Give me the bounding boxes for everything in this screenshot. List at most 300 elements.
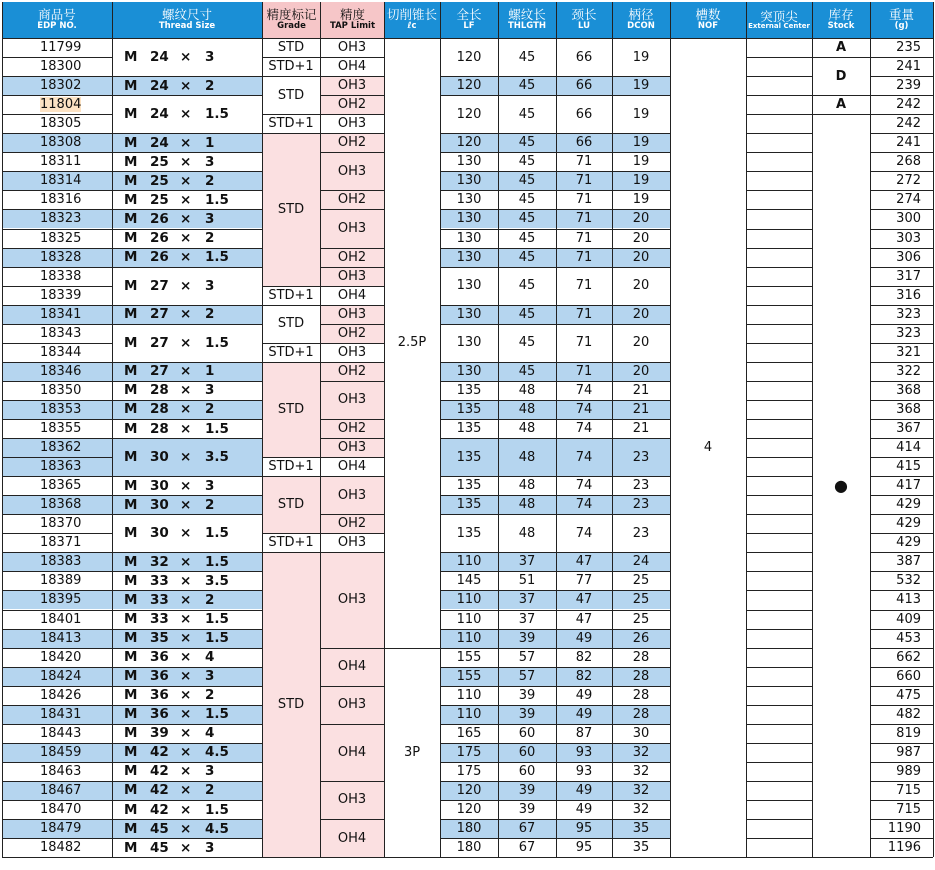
grade-cell: [262, 343, 320, 362]
dcon-cell: [612, 629, 670, 648]
edp-number: 18395: [40, 592, 82, 608]
stock-value: D: [835, 68, 847, 84]
thl-cell: [498, 209, 556, 228]
edp-cell: [2, 629, 112, 648]
grade-value: STD: [277, 87, 305, 103]
header-lu-label: 颈长: [571, 7, 597, 23]
header-weight-label: 重量: [888, 7, 914, 23]
thl-value: 45: [518, 249, 536, 265]
thread-prefix: M: [124, 334, 138, 351]
edp-cell: [2, 267, 112, 286]
weight-value: 413: [896, 592, 921, 608]
header-nof-sublabel: NOF: [697, 21, 719, 32]
lf-cell: [440, 190, 498, 209]
lf-cell: [440, 248, 498, 267]
lu-cell: [556, 648, 612, 667]
thread-prefix: M: [124, 277, 138, 294]
header-tap: [320, 2, 384, 38]
thread-size-cell: [112, 495, 262, 514]
weight-value: 241: [896, 135, 921, 151]
edp-number: 18420: [40, 649, 82, 665]
dcon-value: 20: [632, 363, 650, 379]
thread-times: ×: [180, 153, 192, 170]
edp-cell: [2, 362, 112, 381]
thl-cell: [498, 38, 556, 76]
dcon-cell: [612, 229, 670, 248]
external-center-value: [771, 292, 787, 305]
lf-cell: [440, 362, 498, 381]
tap-limit-cell: [320, 114, 384, 133]
header-dcon-label: 柄径: [628, 7, 654, 23]
thread-size-cell: [112, 133, 262, 152]
lu-cell: [556, 705, 612, 724]
tap-limit-cell: [320, 533, 384, 552]
grade-value: STD: [277, 401, 305, 417]
lf-value: 165: [456, 725, 482, 741]
header-thread-label: 螺纹尺寸: [161, 7, 212, 23]
edp-cell: [2, 152, 112, 171]
weight-cell: [870, 667, 933, 686]
dcon-cell: [612, 686, 670, 705]
thread-size-cell: [112, 362, 262, 381]
weight-value: 316: [896, 287, 921, 303]
thl-value: 37: [518, 592, 536, 608]
tap-limit-cell: [320, 305, 384, 324]
lf-value: 110: [456, 611, 482, 627]
dcon-cell: [612, 381, 670, 400]
thl-value: 57: [518, 668, 536, 684]
edp-number: 18413: [40, 630, 82, 646]
lf-value: 130: [456, 211, 482, 227]
tap-limit-value: OH3: [337, 344, 367, 360]
thread-prefix: M: [124, 496, 138, 513]
edp-number: 18325: [40, 230, 82, 246]
tap-limit-value: OH2: [337, 363, 367, 379]
thl-value: 48: [518, 525, 536, 541]
thread-pitch: 1.5: [205, 106, 229, 123]
header-tap-label: 精度: [339, 7, 365, 23]
thread-times: ×: [180, 363, 192, 380]
thread-diameter: 45: [150, 839, 169, 856]
edp-cell: [2, 457, 112, 476]
edp-number: 18355: [40, 421, 82, 437]
weight-value: 239: [896, 78, 921, 94]
lu-cell: [556, 800, 612, 819]
thl-cell: [498, 571, 556, 590]
thread-prefix: M: [124, 106, 138, 123]
weight-cell: [870, 476, 933, 495]
header-edp-label: 商品号: [38, 7, 76, 23]
dcon-cell: [612, 781, 670, 800]
thread-prefix: M: [124, 801, 138, 818]
thl-cell: [498, 248, 556, 267]
header-grade-sublabel: Grade: [277, 21, 306, 32]
header-lc: [384, 2, 440, 38]
thread-diameter: 30: [150, 449, 169, 466]
lu-cell: [556, 190, 612, 209]
lf-value: 130: [456, 278, 482, 294]
external-center-cell: [746, 305, 812, 324]
lu-value: 49: [575, 630, 593, 646]
external-center-cell: [746, 286, 812, 305]
external-center-value: [771, 826, 787, 839]
header-ext: [746, 2, 812, 38]
weight-cell: [870, 190, 933, 209]
thread-diameter: 36: [150, 668, 169, 685]
external-center-value: [771, 597, 787, 610]
dcon-value: 28: [632, 649, 650, 665]
external-center-value: [771, 102, 787, 115]
thread-diameter: 25: [150, 191, 169, 208]
edp-cell: [2, 800, 112, 819]
edp-number: 11804: [40, 97, 82, 113]
thread-times: ×: [180, 172, 192, 189]
weight-cell: [870, 324, 933, 343]
thl-cell: [498, 362, 556, 381]
thread-times: ×: [180, 134, 192, 151]
lu-value: 71: [575, 363, 593, 379]
weight-value: 482: [896, 706, 921, 722]
thread-size-cell: [112, 781, 262, 800]
thread-diameter: 24: [150, 134, 169, 151]
thread-pitch: 3: [205, 49, 215, 66]
thread-size-cell: [112, 590, 262, 609]
lf-cell: [440, 629, 498, 648]
grade-cell: [262, 362, 320, 457]
tap-limit-value: OH3: [337, 78, 367, 94]
thread-pitch: 1.5: [205, 801, 229, 818]
dcon-value: 19: [632, 135, 650, 151]
lf-value: 110: [456, 687, 482, 703]
thread-prefix: M: [124, 744, 138, 761]
lu-cell: [556, 419, 612, 438]
edp-number: 18305: [40, 116, 82, 132]
header-ext-sublabel: External Center: [748, 22, 810, 31]
thread-pitch: 1.5: [205, 525, 229, 542]
lf-value: 120: [456, 78, 482, 94]
thread-prefix: M: [124, 210, 138, 227]
thl-value: 39: [518, 706, 536, 722]
lf-value: 180: [456, 840, 482, 856]
external-center-value: [771, 616, 787, 629]
lf-value: 110: [456, 554, 482, 570]
thread-times: ×: [180, 611, 192, 628]
external-center-value: [771, 387, 787, 400]
external-center-value: [771, 216, 787, 229]
thread-times: ×: [180, 782, 192, 799]
tap-limit-cell: [320, 324, 384, 343]
grade-value: STD+1: [268, 535, 314, 551]
external-center-value: [771, 159, 787, 172]
external-center-value: [771, 464, 787, 477]
edp-number: 18479: [40, 821, 82, 837]
external-center-value: [771, 521, 787, 534]
thread-prefix: M: [124, 820, 138, 837]
grade-value: STD+1: [268, 59, 314, 75]
thread-diameter: 33: [150, 572, 169, 589]
lf-value: 120: [456, 106, 482, 122]
weight-value: 453: [896, 630, 921, 646]
thread-size-cell: [112, 762, 262, 781]
external-center-value: [771, 64, 787, 77]
lu-value: 93: [575, 744, 593, 760]
thread-size-cell: [112, 248, 262, 267]
lf-value: 130: [456, 154, 482, 170]
tap-limit-cell: [320, 38, 384, 57]
thread-diameter: 36: [150, 706, 169, 723]
thread-diameter: 33: [150, 611, 169, 628]
thread-prefix: M: [124, 306, 138, 323]
external-center-value: [771, 692, 787, 705]
external-center-value: [771, 787, 787, 800]
weight-cell: [870, 571, 933, 590]
weight-value: 1196: [887, 840, 921, 856]
external-center-cell: [746, 610, 812, 629]
lf-cell: [440, 686, 498, 705]
thread-diameter: 27: [150, 306, 169, 323]
dcon-value: 19: [632, 173, 650, 189]
weight-cell: [870, 76, 933, 95]
grade-value: STD: [277, 201, 305, 217]
lu-value: 71: [575, 192, 593, 208]
weight-cell: [870, 343, 933, 362]
thread-size-cell: [112, 571, 262, 590]
thread-pitch: 4.5: [205, 744, 229, 761]
grade-value: STD: [277, 697, 305, 713]
lu-value: 49: [575, 706, 593, 722]
external-center-value: [771, 178, 787, 191]
external-center-cell: [746, 514, 812, 533]
external-center-value: [771, 254, 787, 267]
dcon-cell: [612, 324, 670, 362]
thread-diameter: 26: [150, 230, 169, 247]
thl-value: 45: [518, 78, 536, 94]
edp-number: 18311: [40, 154, 82, 170]
thread-pitch: 3: [205, 763, 215, 780]
edp-number: 18365: [40, 478, 82, 494]
tap-limit-cell: [320, 76, 384, 95]
edp-number: 18346: [40, 363, 82, 379]
tap-limit-value: OH2: [337, 325, 367, 341]
thread-prefix: M: [124, 420, 138, 437]
dcon-cell: [612, 495, 670, 514]
thl-cell: [498, 438, 556, 476]
external-center-cell: [746, 343, 812, 362]
lu-value: 74: [575, 401, 593, 417]
header-ext-label: 突顶尖: [760, 8, 798, 24]
lu-value: 74: [575, 421, 593, 437]
thread-size-cell: [112, 476, 262, 495]
lf-value: 135: [456, 401, 482, 417]
tap-limit-value: OH3: [337, 163, 367, 179]
thl-cell: [498, 95, 556, 133]
thread-prefix: M: [124, 382, 138, 399]
dcon-cell: [612, 838, 670, 857]
thl-cell: [498, 724, 556, 743]
tap-limit-value: OH4: [337, 744, 367, 760]
thread-prefix: M: [124, 687, 138, 704]
grade-value: STD: [277, 316, 305, 332]
weight-value: 368: [896, 382, 921, 398]
thl-value: 45: [518, 306, 536, 322]
stock-cell: [812, 57, 870, 95]
dcon-cell: [612, 705, 670, 724]
external-center-value: [771, 807, 787, 820]
edp-cell: [2, 686, 112, 705]
external-center-cell: [746, 95, 812, 114]
thread-times: ×: [180, 277, 192, 294]
external-center-cell: [746, 667, 812, 686]
weight-cell: [870, 743, 933, 762]
stock-available-bullet: ●: [834, 476, 848, 496]
thl-value: 45: [518, 173, 536, 189]
weight-cell: [870, 648, 933, 667]
thl-cell: [498, 667, 556, 686]
dcon-cell: [612, 800, 670, 819]
dcon-value: 35: [632, 821, 650, 837]
thread-times: ×: [180, 553, 192, 570]
lu-value: 87: [575, 725, 593, 741]
thread-size-cell: [112, 648, 262, 667]
tap-limit-value: OH4: [337, 659, 367, 675]
thread-prefix: M: [124, 668, 138, 685]
tap-limit-cell: [320, 152, 384, 190]
edp-number: 18362: [40, 440, 82, 456]
weight-value: 532: [896, 573, 921, 589]
weight-value: 322: [896, 363, 921, 379]
header-thread: [112, 2, 262, 38]
thread-size-cell: [112, 514, 262, 552]
lu-cell: [556, 476, 612, 495]
lf-cell: [440, 381, 498, 400]
lf-cell: [440, 305, 498, 324]
edp-cell: [2, 324, 112, 343]
dcon-value: 20: [632, 211, 650, 227]
thread-pitch: 1.5: [205, 420, 229, 437]
edp-cell: [2, 571, 112, 590]
external-center-cell: [746, 57, 812, 76]
thl-value: 39: [518, 802, 536, 818]
lu-cell: [556, 133, 612, 152]
thl-cell: [498, 76, 556, 95]
edp-cell: [2, 838, 112, 857]
header-lc-sublabel: ℓc: [407, 21, 417, 32]
thread-pitch: 1.5: [205, 334, 229, 351]
lu-cell: [556, 209, 612, 228]
weight-cell: [870, 248, 933, 267]
weight-value: 272: [896, 173, 921, 189]
thl-cell: [498, 419, 556, 438]
edp-cell: [2, 38, 112, 57]
lu-cell: [556, 686, 612, 705]
thread-times: ×: [180, 449, 192, 466]
header-dcon: [612, 2, 670, 38]
dcon-value: 24: [632, 554, 650, 570]
thread-pitch: 1.5: [205, 249, 229, 266]
thread-prefix: M: [124, 449, 138, 466]
lf-value: 135: [456, 421, 482, 437]
edp-cell: [2, 114, 112, 133]
thl-value: 60: [518, 763, 536, 779]
thl-value: 45: [518, 192, 536, 208]
lu-cell: [556, 514, 612, 552]
thread-pitch: 2: [205, 306, 215, 323]
lf-value: 110: [456, 630, 482, 646]
flutes-value: 4: [703, 440, 713, 456]
tap-limit-value: OH2: [337, 421, 367, 437]
weight-cell: [870, 838, 933, 857]
weight-cell: [870, 629, 933, 648]
thread-times: ×: [180, 477, 192, 494]
dcon-value: 32: [632, 744, 650, 760]
edp-cell: [2, 743, 112, 762]
tap-limit-cell: [320, 514, 384, 533]
external-center-cell: [746, 743, 812, 762]
thread-size-cell: [112, 838, 262, 857]
thl-value: 45: [518, 135, 536, 151]
weight-cell: [870, 362, 933, 381]
thl-value: 45: [518, 363, 536, 379]
dcon-value: 26: [632, 630, 650, 646]
thl-cell: [498, 781, 556, 800]
lf-cell: [440, 705, 498, 724]
lu-cell: [556, 762, 612, 781]
weight-cell: [870, 457, 933, 476]
weight-value: 475: [896, 687, 921, 703]
edp-cell: [2, 286, 112, 305]
external-center-cell: [746, 533, 812, 552]
edp-number: 18341: [40, 306, 82, 322]
external-center-cell: [746, 838, 812, 857]
tap-limit-cell: [320, 381, 384, 419]
thread-prefix: M: [124, 553, 138, 570]
edp-number: 18350: [40, 382, 82, 398]
lf-cell: [440, 648, 498, 667]
thl-value: 39: [518, 687, 536, 703]
edp-number: 18344: [40, 344, 82, 360]
lu-cell: [556, 724, 612, 743]
lu-value: 49: [575, 782, 593, 798]
weight-cell: [870, 819, 933, 838]
lu-value: 71: [575, 278, 593, 294]
lu-cell: [556, 667, 612, 686]
thread-times: ×: [180, 525, 192, 542]
thread-pitch: 3: [205, 839, 215, 856]
lf-value: 130: [456, 363, 482, 379]
thread-prefix: M: [124, 649, 138, 666]
dcon-cell: [612, 724, 670, 743]
tap-limit-cell: [320, 457, 384, 476]
lf-cell: [440, 514, 498, 552]
lu-cell: [556, 248, 612, 267]
lu-value: 71: [575, 154, 593, 170]
thread-prefix: M: [124, 706, 138, 723]
weight-cell: [870, 95, 933, 114]
external-center-value: [771, 540, 787, 553]
thread-diameter: 27: [150, 363, 169, 380]
dcon-value: 32: [632, 802, 650, 818]
external-center-cell: [746, 800, 812, 819]
dcon-value: 21: [632, 421, 650, 437]
lu-cell: [556, 324, 612, 362]
thread-prefix: M: [124, 77, 138, 94]
dcon-value: 25: [632, 592, 650, 608]
thl-value: 45: [518, 106, 536, 122]
grade-cell: [262, 286, 320, 305]
lf-value: 135: [456, 449, 482, 465]
weight-value: 429: [896, 516, 921, 532]
external-center-cell: [746, 552, 812, 571]
